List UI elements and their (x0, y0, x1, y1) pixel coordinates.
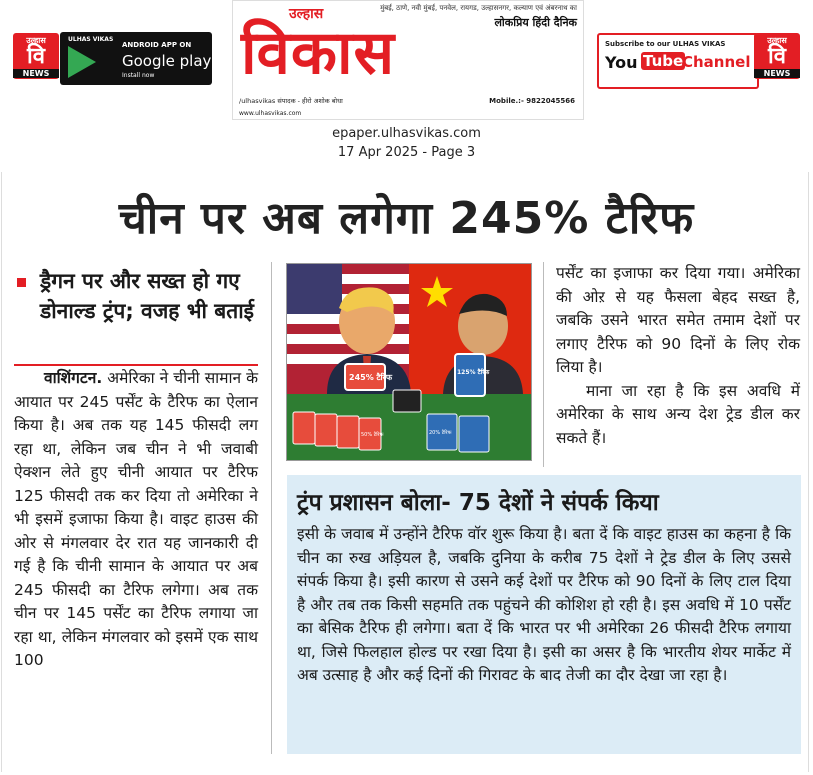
masthead-prefix: उल्हास (289, 6, 324, 22)
col3-para-2: माना जा रहा है कि इस अवधि में अमेरिका के साथ अन्य देश ट्रेड डील कर सकते हैं। (556, 381, 800, 447)
masthead[interactable] (232, 0, 584, 120)
app-line2: Google play (122, 52, 212, 70)
left-logo-top: उल्हास (26, 36, 46, 45)
red-divider (14, 364, 258, 366)
card-b-label: 20% टैरिफ (429, 430, 452, 436)
col1-text: अमेरिका ने चीनी सामान के आयात पर 245 पर्सेंट के टैरिफ का ऐलान किया है। अब तक यह 145 फीसदी लग रहा था, लेकिन जब चीन ने भी जवाबी ऐक्शन लेते हुए चीनी आयात पर टैरिफ 125 फीसदी तक कर दिया तो अमेरिका ने भी इसमें इजाफा किया है। वाइट हाउस की ओर से मंगलवार देर रात यह जानकारी दी गई है कि चीनी सामान के आयात पर अब 245 फीसदी का टैरिफ लगेगा। अब तक चीन पर 145 पर्सेंट का टैरिफ लगाया जा रहा था, लेकिन मंगलवार को इसमें एक साथ 100 (14, 369, 258, 669)
right-logo (754, 33, 800, 79)
box-body: इसी के जवाब में उन्होंने टैरिफ वॉर शुरू किया है। बता दें कि वाइट हाउस का कहना है कि चीन का रुख अड़ियल है, जबकि दुनिया के करीब 75 देशों ने ट्रेड डील के लिए उससे संपर्क किया है। इसी कारण से उसने कई देशों पर टैरिफ को 90 दिनों के लिए टाल दिया है और तब तक किसी सहमति तक पहुंचने की कोशिश हो रही है। इस अवधि में 10 पर्सेंट का बेसिक टैरिफ ही लगेगा। बता दें कि भारत पर भी अमेरिका 26 फीसदी टैरिफ लगाया था, जिसे फिलहाल होल्ड पर रखा दिया है। इसी का असर है कि भारतीय शेयर मार्केट में अब उत्साह है और कई दिनों की गिरावट के बाद तेजी का दौर देखा जा रहा है। (297, 525, 791, 684)
column-divider (271, 262, 272, 754)
yt-you: You (605, 53, 638, 72)
left-logo (13, 33, 59, 79)
youtube-promo[interactable] (597, 33, 759, 89)
right-logo-top: उल्हास (767, 36, 787, 45)
app-line3: Install now (122, 72, 155, 79)
article-column-3 (556, 262, 800, 450)
left-logo-news: NEWS (13, 69, 59, 78)
yt-channel: Channel (682, 53, 751, 71)
masthead-website: www.ulhasvikas.com (239, 110, 302, 117)
masthead-cities: मुंबई, ठाणे, नवी मुंबई, पनवेल, रायगड, उल्हासनगर, कल्याण एवं अंबरनाथ का (380, 4, 577, 12)
google-play-icon (68, 46, 96, 78)
right-edge (808, 172, 809, 772)
card-cn-label: 125% टैरिफ (457, 369, 490, 376)
subhead-bullet-icon (17, 278, 26, 287)
card-us-label: 245% टैरिफ (349, 373, 393, 382)
column-divider-2 (543, 262, 544, 467)
app-line1: ANDROID APP ON (122, 41, 192, 49)
article-subheadline: ड्रैगन पर और सख्त हो गए डोनाल्ड ट्रंप; वजह भी बताई (40, 269, 254, 323)
dateline: वाशिंगटन. (44, 369, 103, 387)
masthead-tagline: लोकप्रिय हिंदी दैनिक (494, 16, 577, 29)
illustration-svg (287, 264, 531, 460)
right-logo-news: NEWS (754, 69, 800, 78)
col3-para-1: पर्सेंट का इजाफा कर दिया गया। अमेरिका की ओऱ से यह फैसला बेहद सख्त है, जबकि उसने भारत समेत तमाम देशों पर लगाए टैरिफ को 90 दिनों के लिए रोक लिया है। (556, 264, 800, 376)
article-column-1 (14, 367, 258, 673)
android-app-promo[interactable] (60, 32, 212, 85)
trump-xi-illustration (286, 263, 532, 461)
masthead-title: विकास (241, 18, 396, 88)
highlight-box (287, 475, 801, 754)
right-logo-mark: वि (768, 44, 786, 69)
epaper-site[interactable]: epaper.ulhasvikas.com (332, 126, 481, 141)
box-heading: ट्रंप प्रशासन बोला- 75 देशों ने संपर्क किया (297, 490, 659, 516)
yt-tube: Tube (643, 52, 684, 70)
left-logo-mark: वि (27, 44, 45, 69)
app-brand: ULHAS VIKAS (68, 36, 114, 43)
date-page: 17 Apr 2025 - Page 3 (337, 145, 476, 160)
yt-subscribe: Subscribe to our ULHAS VIKAS (605, 40, 726, 48)
left-edge (1, 172, 2, 772)
masthead-mobile: Mobile.:- 9822045566 (489, 97, 575, 105)
masthead-social: /ulhasvikas संपादक - हीरो अशोक बोधा (239, 97, 343, 105)
card-a-label: 50% टैरिफ (361, 432, 384, 438)
article-headline: चीन पर अब लगेगा 245% टैरिफ (118, 193, 695, 244)
